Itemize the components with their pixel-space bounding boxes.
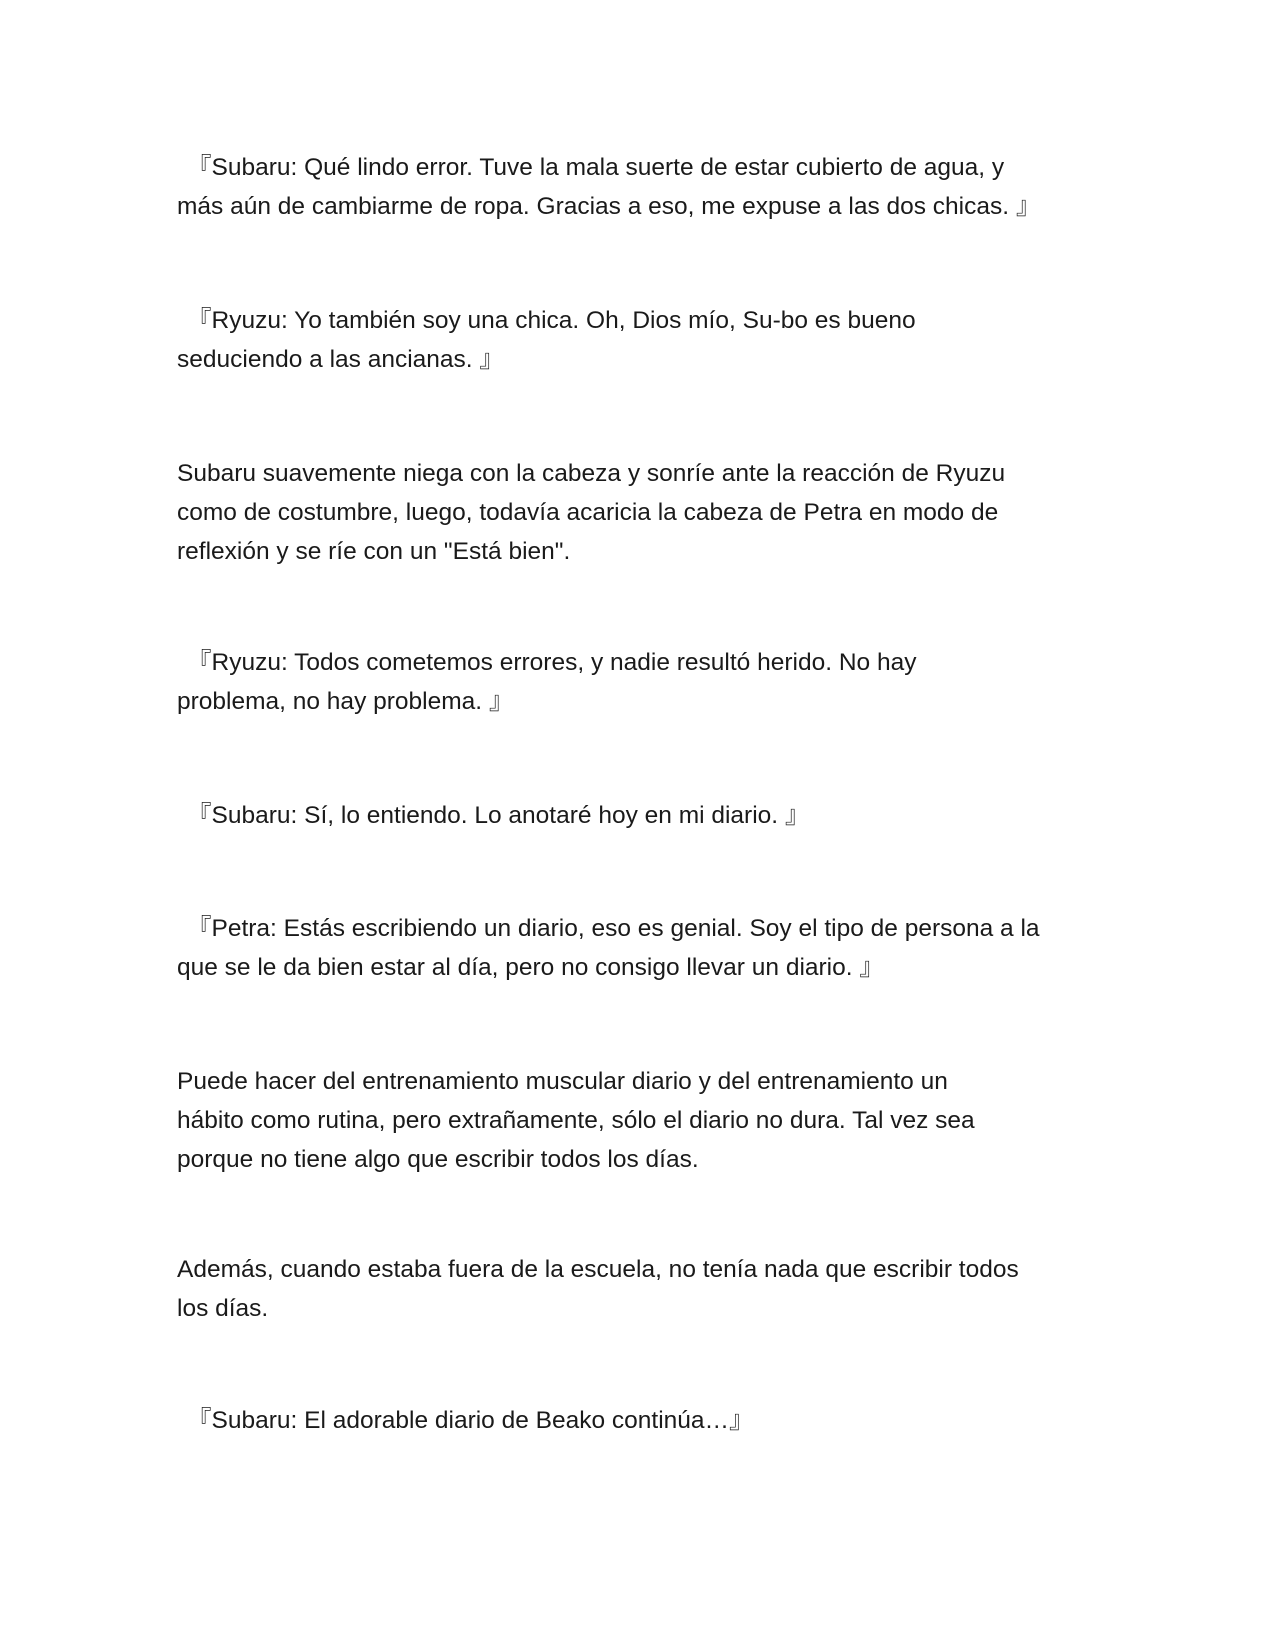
text-line: Puede hacer del entrenamiento muscular diario y del entrenamiento un: [177, 1068, 948, 1095]
text-line: 『Ryuzu: Todos cometemos errores, y nadie resultó herido. No hay: [187, 649, 917, 676]
text-line: 『Subaru: Sí, lo entiendo. Lo anotaré hoy en mi diario. 』: [187, 802, 810, 829]
dialogue-petra-diario: [177, 909, 1107, 987]
text-line: 『Petra: Estás escribiendo un diario, eso es genial. Soy el tipo de persona a la: [187, 915, 1040, 942]
dialogue-subaru-error: [177, 148, 1107, 226]
dialogue-ryuzu-chica: [177, 301, 1107, 379]
text-line: Subaru suavemente niega con la cabeza y sonríe ante la reacción de Ryuzu: [177, 460, 1006, 487]
text-line: que se le da bien estar al día, pero no consigo llevar un diario. 』: [177, 954, 884, 981]
dialogue-subaru-beako: [177, 1401, 1107, 1440]
text-line: los días.: [177, 1295, 269, 1322]
text-line: seduciendo a las ancianas. 』: [177, 346, 504, 373]
text-line: 『Ryuzu: Yo también soy una chica. Oh, Dios mío, Su-bo es bueno: [187, 307, 916, 334]
text-line: reflexión y se ríe con un "Está bien".: [177, 538, 571, 565]
text-line: 『Subaru: Qué lindo error. Tuve la mala suerte de estar cubierto de agua, y: [187, 154, 1005, 181]
text-line: Además, cuando estaba fuera de la escuela, no tenía nada que escribir todos: [177, 1256, 1019, 1283]
dialogue-ryuzu-errores: [177, 643, 1107, 721]
text-line: 『Subaru: El adorable diario de Beako continúa…』: [187, 1407, 754, 1434]
dialogue-subaru-diario: [177, 796, 1107, 835]
text-line: hábito como rutina, pero extrañamente, sólo el diario no dura. Tal vez sea: [177, 1107, 975, 1134]
narration-subaru-niega: [177, 454, 1107, 571]
text-line: problema, no hay problema. 』: [177, 688, 514, 715]
narration-escuela: [177, 1250, 1107, 1328]
text-line: porque no tiene algo que escribir todos los días.: [177, 1146, 699, 1173]
text-line: como de costumbre, luego, todavía acaricia la cabeza de Petra en modo de: [177, 499, 999, 526]
text-line: más aún de cambiarme de ropa. Gracias a eso, me expuse a las dos chicas. 』: [177, 193, 1041, 220]
narration-entrenamiento: [177, 1062, 1107, 1179]
